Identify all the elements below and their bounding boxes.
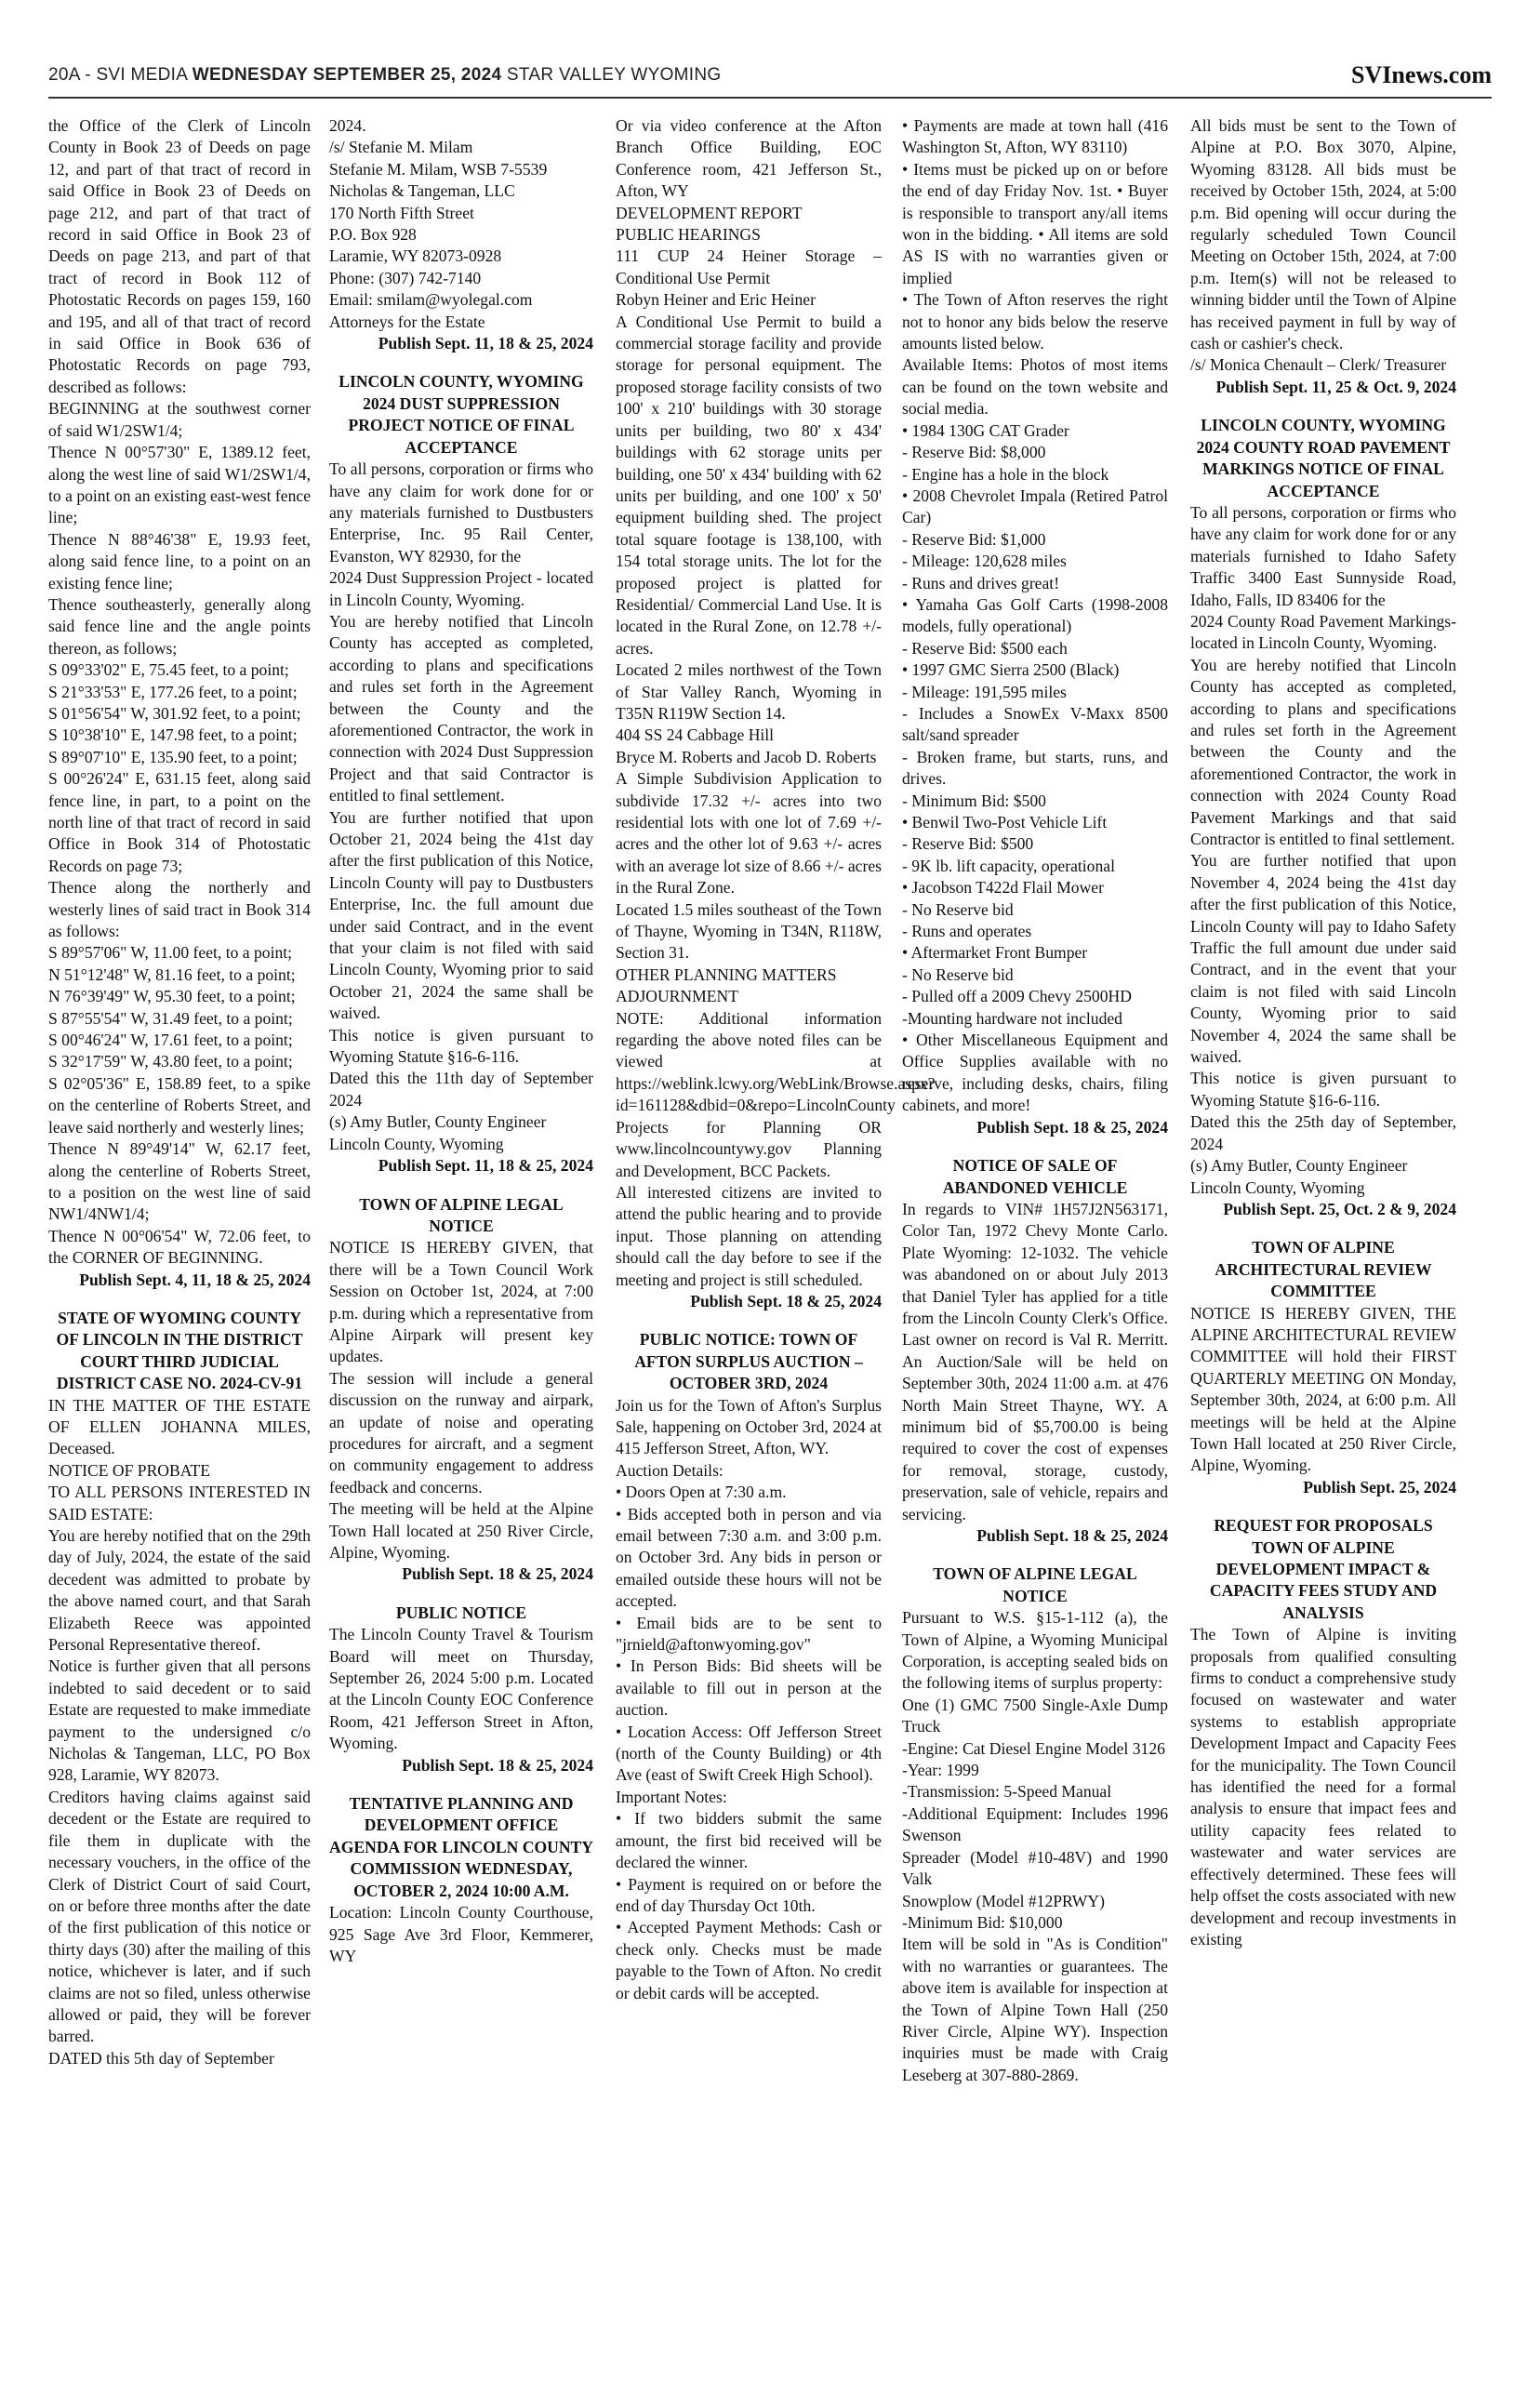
notice-heading: TENTATIVE PLANNING AND DEVELOPMENT OFFICE AGENDA FOR LINCOLN COUNTY COMMISSION WEDNESDAY, OCTOBER 2, 2024 10:00 A.M.: [329, 1794, 593, 1900]
notice-text: /s/ Stefanie M. Milam: [329, 138, 473, 157]
notice-text: Nicholas & Tangeman, LLC: [329, 181, 515, 201]
notice-text: Projects for Planning OR www.lincolncountywy.gov Planning and Development, BCC Packets.: [616, 1117, 882, 1180]
notice-text: N 76°39'49" W, 95.30 feet, to a point;: [48, 987, 296, 1006]
page-info-suffix: STAR VALLEY WYOMING: [501, 65, 722, 85]
notice-text: - 9K lb. lift capacity, operational: [902, 856, 1115, 875]
notice-text: ADJOURNMENT: [616, 987, 738, 1006]
site-name: SVInews.com: [1351, 61, 1492, 88]
notice-text: Lincoln County, Wyoming: [329, 1134, 504, 1153]
notice-text: • The Town of Afton reserves the right not to honor any bids below the reserve amounts listed below.: [902, 290, 1168, 353]
notice-text: - Pulled off a 2009 Chevy 2500HD: [902, 987, 1132, 1006]
notice-text: You are further notified that upon October 21, 2024 being the 41st day after the first publication of this Notice, Lincoln County will pay to Dustbusters Enterprise, Inc. the full amount due under said Contract, and in the event that your claim is not filed with said Lincoln County, Wyoming prior to said October 21, 2024 the same shall be waived.: [329, 807, 593, 1023]
notice-text: S 89°07'10" E, 135.90 feet, to a point;: [48, 747, 298, 766]
notice-text: All bids must be sent to the Town of Alpine at P.O. Box 3070, Alpine, Wyoming 83128. All bids must be received by October 15th, 2024, at 5:00 p.m. Bid opening will occur during the regularly scheduled Town Council Meeting on October 15th, 2024, at 7:00 p.m. Item(s) will not be released to winning bidder until the Town of Alpine has received payment in full by way of cash or cashier's check.: [1190, 116, 1456, 353]
publish-line: Publish Sept. 4, 11, 18 & 25, 2024: [79, 1270, 311, 1289]
notice-text: -Additional Equipment: Includes 1996 Swenson: [902, 1803, 1168, 1845]
notice-text: The Town of Alpine is inviting proposals from qualified consulting firms to conduct a comprehensive study focused on wastewater and water systems to establish appropriate Development Impact and Capacity Fees for the municipality. The Town Council has identified the need for a formal analysis to ensure that impact fees and utility capacity fees related to wastewater and water services are effectively determined. These fees will help offset the costs associated with new development and recoup investments in existing: [1190, 1625, 1456, 1949]
column-5: [1190, 115, 1456, 2338]
notice-text: 2024.: [329, 116, 366, 135]
notice-text: S 01°56'54" W, 301.92 feet, to a point;: [48, 703, 301, 723]
notice-text: N 51°12'48" W, 81.16 feet, to a point;: [48, 964, 296, 984]
notice-text: -Year: 1999: [902, 1761, 979, 1780]
notice-text: Attorneys for the Estate: [329, 312, 485, 331]
page-info: [48, 65, 722, 86]
notice-heading: LINCOLN COUNTY, WYOMING 2024 COUNTY ROAD PAVEMENT MARKINGS NOTICE OF FINAL ACCEPTANCE: [1196, 416, 1451, 500]
notice-text: • Location Access: Off Jefferson Street (north of the County Building) or 4th Ave (east of Swift Creek High School).: [616, 1722, 882, 1785]
notice-text: 111 CUP 24 Heiner Storage – Conditional Use Permit: [616, 246, 882, 287]
notice-text: P.O. Box 928: [329, 225, 417, 245]
notice-text: Notice is further given that all persons indebted to said decedent or to said Estate are requested to make immediate payment to the undersigned c/o Nicholas & Tangeman, LLC, PO Box 928, Laramie, WY 82073.: [48, 1656, 311, 1785]
notice-text: - No Reserve bid: [902, 899, 1014, 919]
notice-text: A Conditional Use Permit to build a commercial storage facility and provide storage for personal equipment. The proposed storage facility consists of two 100' x 210' buildings with 30 storage units per building, two 80' x 434' buildings with 62 storage units per building, one 50' x 434' building with 62 units per building, and one 100' x 50' equipment building shed. The project total square footage is 138,100, with 154 total storage units. The lot for the proposed project is platted for Residential/ Commercial Land Use. It is located in the Rural Zone, on 12.78 +/- acres.: [616, 312, 882, 658]
notice-text: DATED this 5th day of September: [48, 2048, 274, 2068]
notice-text: NOTICE IS HEREBY GIVEN, that there will be a Town Council Work Session on October 1st, 2024, at 7:00 p.m. during which a representative from Alpine Airpark will present key updates.: [329, 1238, 593, 1366]
notice-text: Thence southeasterly, generally along said fence line and the angle points thereon, as follows;: [48, 594, 311, 658]
notice-text: Robyn Heiner and Eric Heiner: [616, 290, 816, 310]
notice-text: - Runs and drives great!: [902, 573, 1060, 592]
notice-text: Available Items: Photos of most items can be found on the town website and social media.: [902, 355, 1168, 419]
notice-heading: TOWN OF ALPINE LEGAL NOTICE: [933, 1564, 1137, 1605]
notice-text: • Email bids are to be sent to "jrnield@aftonwyoming.gov": [616, 1613, 882, 1655]
notice-text: PUBLIC HEARINGS: [616, 225, 761, 245]
notice-heading: NOTICE OF SALE OF ABANDONED VEHICLE: [942, 1156, 1128, 1197]
notice-text: You are hereby notified that Lincoln County has accepted as completed, according to plans and specifications and rules set forth in the Agreement between the County and the aforementioned Contractor, the work in connection with 2024 Dust Suppression Project and that said Contractor is entitled to final settlement.: [329, 611, 593, 805]
notice-text: Located 2 miles northwest of the Town of Star Valley Ranch, Wyoming in T35N R119W Section 14.: [616, 660, 882, 723]
notice-text: -Engine: Cat Diesel Engine Model 3126: [902, 1738, 1165, 1758]
notice-text: • 1997 GMC Sierra 2500 (Black): [902, 660, 1120, 680]
column-1: [48, 115, 311, 2338]
notice-text: - Broken frame, but starts, runs, and drives.: [902, 747, 1168, 789]
notice-heading: REQUEST FOR PROPOSALS TOWN OF ALPINE DEVELOPMENT IMPACT & CAPACITY FEES STUDY AND ANALYSIS: [1209, 1516, 1438, 1622]
notice-heading: PUBLIC NOTICE: [395, 1603, 527, 1622]
notice-text: The meeting will be held at the Alpine Town Hall located at 250 River Circle, Alpine, Wyoming.: [329, 1499, 593, 1562]
notice-text: • Jacobson T422d Flail Mower: [902, 878, 1104, 898]
notice-text: The session will include a general discussion on the runway and airpark, an update of noise and operating procedures for aircraft, and a segment on community engagement to address feedback and concerns.: [329, 1368, 593, 1496]
notice-text: Pursuant to W.S. §15-1-112 (a), the Town of Alpine, a Wyoming Municipal Corporation, is accepting sealed bids on the following items of surplus property:: [902, 1608, 1168, 1693]
notice-text: To all persons, corporation or firms who have any claim for work done for or any materials furnished to Dustbusters Enterprise, Inc. 95 Rail Center, Evanston, WY 82930, for the: [329, 459, 593, 565]
notice-text: In regards to VIN# 1H57J2N563171, Color Tan, 1972 Chevy Monte Carlo. Plate Wyoming: 12-1032. The vehicle was abandoned on or about July 2013 that Daniel Tyler has applied for a title from the Lincoln County Clerk's Office. Last owner on record is Val R. Merritt. An Auction/Sale will be held on September 30th, 2024 11:00 a.m. at 476 North Main Street Thayne, WY. A minimum bid of $5,700.00 is being required to cover the cost of expenses for removal, storage, custody, preservation, sale of vehicle, repairs and servicing.: [902, 1199, 1168, 1523]
notice-text: • Benwil Two-Post Vehicle Lift: [902, 813, 1108, 831]
notice-text: - Reserve Bid: $500: [902, 834, 1034, 854]
notice-text: S 10°38'10" E, 147.98 feet, to a point;: [48, 725, 298, 745]
notice-text: • If two bidders submit the same amount, the first bid received will be declared the winner.: [616, 1809, 882, 1872]
notice-text: BEGINNING at the southwest corner of said W1/2SW1/4;: [48, 399, 311, 440]
notice-text: Dated this the 11th day of September 2024: [329, 1069, 593, 1110]
notice-text: Phone: (307) 742-7140: [329, 268, 482, 287]
notice-text: • Payments are made at town hall (416 Washington St, Afton, WY 83110): [902, 116, 1168, 157]
notice-text: Snowplow (Model #12PRWY): [902, 1891, 1105, 1910]
notice-text: • 2008 Chevrolet Impala (Retired Patrol Car): [902, 486, 1168, 527]
notice-text: S 87°55'54" W, 31.49 feet, to a point;: [48, 1008, 293, 1028]
notice-text: NOTICE IS HEREBY GIVEN, THE ALPINE ARCHITECTURAL REVIEW COMMITTEE will hold their FIRST QUARTERLY MEETING ON Monday, September 30th, 2024, at 6:00 p.m. All meetings will be held at the Alpine Town Hall located at 250 River Circle, Alpine, Wyoming.: [1190, 1303, 1456, 1475]
notice-text: To all persons, corporation or firms who have any claim for work done for or any materials furnished to Idaho Safety Traffic 3400 East Sunnyside Road, Idaho, Falls, ID 83406 for the: [1190, 502, 1456, 609]
notice-text: - Includes a SnowEx V-Maxx 8500 salt/sand spreader: [902, 703, 1168, 745]
page-info-prefix: 20A - SVI MEDIA: [48, 65, 192, 85]
notice-text: This notice is given pursuant to Wyoming Statute §16-6-116.: [329, 1025, 593, 1067]
publish-line: Publish Sept. 18 & 25, 2024: [690, 1291, 882, 1310]
notice-text: Thence along the northerly and westerly lines of said tract in Book 314 as follows:: [48, 878, 311, 941]
notice-heading: LINCOLN COUNTY, WYOMING 2024 DUST SUPPRESSION PROJECT NOTICE OF FINAL ACCEPTANCE: [339, 372, 584, 457]
notice-text: -Mounting hardware not included: [902, 1008, 1122, 1028]
notice-heading: PUBLIC NOTICE: TOWN OF AFTON SURPLUS AUCTION – OCTOBER 3RD, 2024: [634, 1330, 863, 1393]
notice-text: S 09°33'02" E, 75.45 feet, to a point;: [48, 660, 289, 680]
notice-text: You are further notified that upon November 4, 2024 being the 41st day after the first publication of this Notice, Lincoln County will pay to Idaho Safety Traffic the full amount due under said Contract, and in the event that your claim is not filed with said Lincoln County, Wyoming prior to said November 4, 2024 the same shall be waived.: [1190, 851, 1456, 1067]
notice-text: 2024 Dust Suppression Project - located in Lincoln County, Wyoming.: [329, 568, 593, 609]
notice-text: Auction Details:: [616, 1460, 724, 1480]
notice-text: S 32°17'59" W, 43.80 feet, to a point;: [48, 1052, 293, 1071]
notice-text: Thence N 00°57'30" E, 1389.12 feet, along the west line of said W1/2SW1/4, to a point on an existing east-west fence line;: [48, 443, 311, 527]
notice-text: S 89°57'06" W, 11.00 feet, to a point;: [48, 943, 293, 963]
notice-text: Location: Lincoln County Courthouse, 925 Sage Ave 3rd Floor, Kemmerer, WY: [329, 1903, 593, 1965]
notice-text: Stefanie M. Milam, WSB 7-5539: [329, 159, 548, 179]
publish-line: Publish Sept. 18 & 25, 2024: [402, 1755, 593, 1775]
notice-text: 170 North Fifth Street: [329, 203, 474, 222]
notice-text: 404 SS 24 Cabbage Hill: [616, 725, 775, 745]
notice-text: Lincoln County, Wyoming: [1190, 1177, 1365, 1197]
notice-text: - Minimum Bid: $500: [902, 791, 1046, 810]
notice-text: S 00°46'24" W, 17.61 feet, to a point;: [48, 1031, 293, 1050]
publish-line: Publish Sept. 18 & 25, 2024: [976, 1526, 1168, 1545]
notice-text: • Accepted Payment Methods: Cash or check only. Checks must be made payable to the Town of Afton. No credit or debit cards will be accepted.: [616, 1918, 882, 2002]
notice-text: All interested citizens are invited to attend the public hearing and to provide input. Those planning on attending should call the day before to see if the meeting and project is still scheduled.: [616, 1182, 882, 1289]
publish-line: Publish Sept. 11, 25 & Oct. 9, 2024: [1215, 377, 1456, 396]
notice-text: Thence N 00°06'54" W, 72.06 feet, to the CORNER OF BEGINNING.: [48, 1226, 311, 1268]
notice-text: S 02°05'36" E, 158.89 feet, to a spike on the centerline of Roberts Street, and leave said northerly and westerly lines;: [48, 1073, 311, 1137]
notice-text: • Yamaha Gas Golf Carts (1998-2008 models, fully operational): [902, 594, 1168, 636]
notice-text: • Aftermarket Front Bumper: [902, 943, 1088, 963]
notice-text: • Items must be picked up on or before the end of day Friday Nov. 1st. • Buyer is responsible to transport any/all items won in the bidding. • All items are sold AS IS with no warranties given or implied: [902, 159, 1168, 287]
notice-text: Thence N 89°49'14" W, 62.17 feet, along the centerline of Roberts Street, to a position on the west line of said NW1/4NW1/4;: [48, 1139, 311, 1224]
notice-text: - Runs and operates: [902, 922, 1032, 941]
notice-text: -Minimum Bid: $10,000: [902, 1912, 1063, 1932]
column-2: [329, 115, 593, 2338]
notice-text: Creditors having claims against said decedent or the Estate are required to file them in duplicate with the necessary vouchers, in the office of the Clerk of District Court of said Court, on or before three months after the date of the first publication of this notice or thirty days (30) after the mailing of this notice, whichever is later, and if such claims are not so filed, unless otherwise allowed or paid, they will be forever barred.: [48, 1787, 311, 2046]
notice-text: - Reserve Bid: $8,000: [902, 443, 1046, 462]
notice-text: • Other Miscellaneous Equipment and Office Supplies available with no reserve, including desks, chairs, filing cabinets, and more!: [902, 1031, 1168, 1115]
notice-text: (s) Amy Butler, County Engineer: [1190, 1156, 1408, 1176]
notice-text: NOTE: Additional information regarding the above noted files can be viewed at https://weblink.lcwy.org/WebLink/Browse.aspx?id=161128&dbid=0&repo=LincolnCounty: [616, 1008, 936, 1115]
notice-text: - No Reserve bid: [902, 964, 1014, 984]
notice-text: Dated this the 25th day of September, 2024: [1190, 1112, 1456, 1153]
notice-text: - Engine has a hole in the block: [902, 464, 1109, 484]
notice-text: Important Notes:: [616, 1787, 727, 1806]
notice-text: Item will be sold in "As is Condition" with no warranties or guarantees. The above item is available for inspection at the Town of Alpine Town Hall (250 River Circle, Alpine WY). Inspection inquiries must be made with Craig Leseberg at 307-880-2869.: [902, 1935, 1168, 2084]
notice-text: • 1984 130G CAT Grader: [902, 420, 1069, 440]
notice-text: Spreader (Model #10-48V) and 1990 Valk: [902, 1847, 1168, 1889]
notice-text: - Mileage: 191,595 miles: [902, 682, 1067, 701]
notice-heading: TOWN OF ALPINE ARCHITECTURAL REVIEW COMMITTEE: [1215, 1238, 1432, 1301]
notice-heading: TOWN OF ALPINE LEGAL NOTICE: [359, 1194, 564, 1235]
notice-text: Bryce M. Roberts and Jacob D. Roberts: [616, 747, 877, 766]
notice-text: You are hereby notified that on the 29th day of July, 2024, the estate of the said decedent was admitted to probate by the above named court, and that Sarah Elizabeth Reece was appointed Personal Representative thereof.: [48, 1526, 311, 1655]
notice-text: - Mileage: 120,628 miles: [902, 552, 1067, 571]
notice-text: Located 1.5 miles southeast of the Town of Thayne, Wyoming in T34N, R118W, Section 31.: [616, 899, 882, 963]
notice-text: DEVELOPMENT REPORT: [616, 203, 803, 222]
notice-text: TO ALL PERSONS INTERESTED IN SAID ESTATE:: [48, 1483, 311, 1523]
notice-text: S 00°26'24" E, 631.15 feet, along said fence line, in part, to a point on the north line of that tract of record in said Office in Book 314 of Photostatic Records on page 73;: [48, 769, 311, 875]
notice-text: 2024 County Road Pavement Markings- located in Lincoln County, Wyoming.: [1190, 611, 1456, 653]
notice-text: OTHER PLANNING MATTERS: [616, 964, 837, 984]
notice-text: NOTICE OF PROBATE: [48, 1460, 210, 1480]
notice-heading: STATE OF WYOMING COUNTY OF LINCOLN IN THE DISTRICT COURT THIRD JUDICIAL DISTRICT CASE NO. 2024-CV-91: [56, 1308, 303, 1393]
notice-text: • Bids accepted both in person and via email between 7:30 a.m. and 3:00 p.m. on October 3rd. Any bids in person or emailed outside these hours will not be accepted.: [616, 1504, 882, 1611]
notice-text: - Reserve Bid: $1,000: [902, 529, 1046, 549]
notice-text: - Reserve Bid: $500 each: [902, 638, 1068, 658]
header-rule: [48, 97, 1492, 99]
column-4: [902, 115, 1168, 2338]
publish-line: Publish Sept. 11, 18 & 25, 2024: [378, 1156, 593, 1176]
notice-text: The Lincoln County Travel & Tourism Board will meet on Thursday, September 26, 2024 5:00 p.m. Located at the Lincoln County EOC Conference Room, 421 Jefferson Street in Afton, Wyoming.: [329, 1625, 593, 1753]
column-3: [616, 115, 936, 2338]
page-info-date: WEDNESDAY SEPTEMBER 25, 2024: [192, 65, 502, 85]
publish-line: Publish Sept. 18 & 25, 2024: [976, 1117, 1168, 1137]
notice-text: IN THE MATTER OF THE ESTATE OF ELLEN JOHANNA MILES, Deceased.: [48, 1395, 311, 1458]
publish-line: Publish Sept. 25, 2024: [1303, 1477, 1456, 1496]
notice-text: Or via video conference at the Afton Branch Office Building, EOC Conference room, 421 Jefferson St., Afton, WY: [616, 116, 882, 201]
notice-text: • Payment is required on or before the end of day Thursday Oct 10th.: [616, 1874, 882, 1915]
notice-text: the Office of the Clerk of Lincoln County in Book 23 of Deeds on page 12, and part of that tract of record in said Office in Book 23 of Deeds on page 212, and part of that tract of record in said Office in Book 23 of Deeds on page 213, and part of that tract of record in Book 112 of Photostatic Records on pages 159, 160 and 195, and all of that tract of record in said Office in Book 636 of Photostatic Records on page 793, described as follows:: [48, 116, 311, 396]
notice-text: • Doors Open at 7:30 a.m.: [616, 1483, 787, 1502]
notice-text: One (1) GMC 7500 Single-Axle Dump Truck: [902, 1695, 1168, 1736]
notice-text: Join us for the Town of Afton's Surplus Sale, happening on October 3rd, 2024 at 415 Jefferson Street, Afton, WY.: [616, 1395, 882, 1458]
notice-text: (s) Amy Butler, County Engineer: [329, 1112, 547, 1132]
notice-text: Laramie, WY 82073-0928: [329, 246, 502, 266]
notice-text: /s/ Monica Chenault – Clerk/ Treasurer: [1190, 355, 1447, 375]
notice-text: This notice is given pursuant to Wyoming Statute §16-6-116.: [1190, 1069, 1456, 1110]
notice-text: Email: smilam@wyolegal.com: [329, 290, 533, 310]
notice-text: Thence N 88°46'38" E, 19.93 feet, along said fence line, to a point on an existing fence line;: [48, 529, 311, 592]
notice-text: You are hereby notified that Lincoln County has accepted as completed, according to plans and specifications and rules set forth in the Agreement between the County and the aforementioned Contractor, the work in connection with 2024 County Road Pavement Markings and that said Contractor is entitled to final settlement.: [1190, 655, 1456, 848]
notice-text: -Transmission: 5-Speed Manual: [902, 1782, 1112, 1802]
publish-line: Publish Sept. 25, Oct. 2 & 9, 2024: [1223, 1199, 1456, 1218]
notice-text: A Simple Subdivision Application to subdivide 17.32 +/- acres into two residential lots with one lot of 7.69 +/- acres and the other lot of 9.63 +/- acres with an average lot size of 8.66 +/- acres in the Rural Zone.: [616, 769, 882, 898]
notice-text: • In Person Bids: Bid sheets will be available to fill out in person at the auction.: [616, 1656, 882, 1720]
publish-line: Publish Sept. 11, 18 & 25, 2024: [378, 334, 593, 353]
publish-line: Publish Sept. 18 & 25, 2024: [402, 1564, 593, 1584]
page-header: [48, 61, 1492, 93]
notice-text: S 21°33'53" E, 177.26 feet, to a point;: [48, 682, 298, 701]
